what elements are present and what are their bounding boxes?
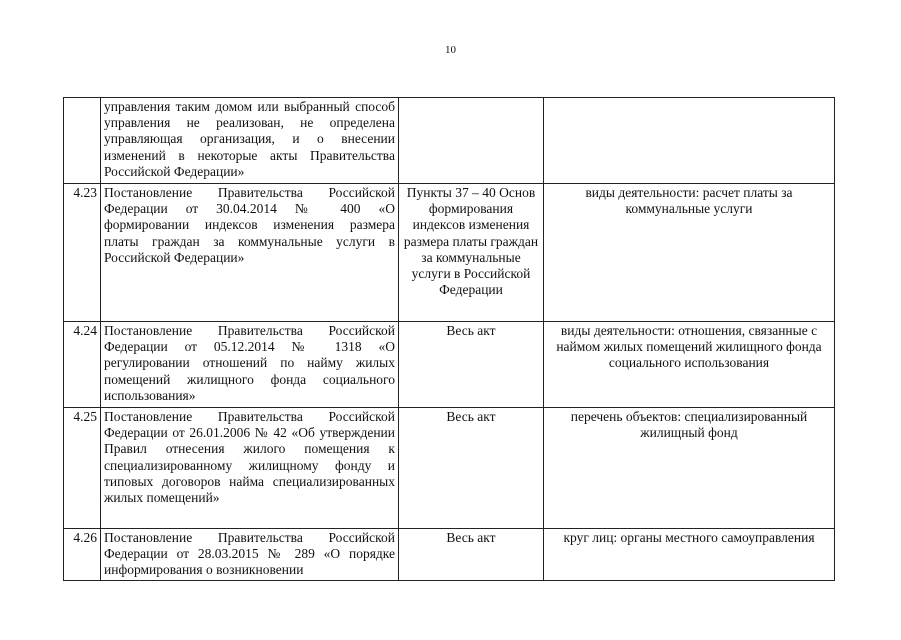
regulation-area: перечень объектов: специализированный жилищный фонд [544, 408, 835, 529]
regulation-table [63, 97, 835, 581]
table-row [64, 322, 835, 408]
regulation-area [544, 98, 835, 184]
row-number: 4.23 [64, 184, 101, 322]
act-title: Постановление Правительства Российской Федерации от 30.04.2014 № 400 «О формировании индексов изменения размера платы граждан за коммунальные услуги в Российской Федерации» [101, 184, 399, 322]
act-title: Постановление Правительства Российской Федерации от 05.12.2014 № 1318 «О регулировании отношений по найму жилых помещений жилищного фонда социального использования» [101, 322, 399, 408]
table-row [64, 184, 835, 322]
table-row [64, 408, 835, 529]
regulation-area: виды деятельности: расчет платы за коммунальные услуги [544, 184, 835, 322]
act-part: Весь акт [399, 322, 544, 408]
row-number: 4.25 [64, 408, 101, 529]
table-row [64, 529, 835, 581]
regulation-area: виды деятельности: отношения, связанные с наймом жилых помещений жилищного фонда социального использования [544, 322, 835, 408]
page-number: 10 [445, 44, 456, 56]
row-number: 4.26 [64, 529, 101, 581]
row-number: 4.24 [64, 322, 101, 408]
act-title: управления таким домом или выбранный способ управления не реализован, не определена управляющая организация, и о внесении изменений в некоторые акты Правительства Российской Федерации» [101, 98, 399, 184]
act-part: Весь акт [399, 408, 544, 529]
act-title: Постановление Правительства Российской Федерации от 28.03.2015 № 289 «О порядке информирования о возникновении [101, 529, 399, 581]
row-number [64, 98, 101, 184]
act-part [399, 98, 544, 184]
act-part: Весь акт [399, 529, 544, 581]
table-row [64, 98, 835, 184]
regulation-area: круг лиц: органы местного самоуправления [544, 529, 835, 581]
act-part: Пункты 37 – 40 Основ формирования индексов изменения размера платы граждан за коммунальные услуги в Российской Федерации [399, 184, 544, 322]
act-title: Постановление Правительства Российской Федерации от 26.01.2006 № 42 «Об утверждении Правил отнесения жилого помещения к специализированному жилищному фонду и типовых договоров найма специализированных жилых помещений» [101, 408, 399, 529]
